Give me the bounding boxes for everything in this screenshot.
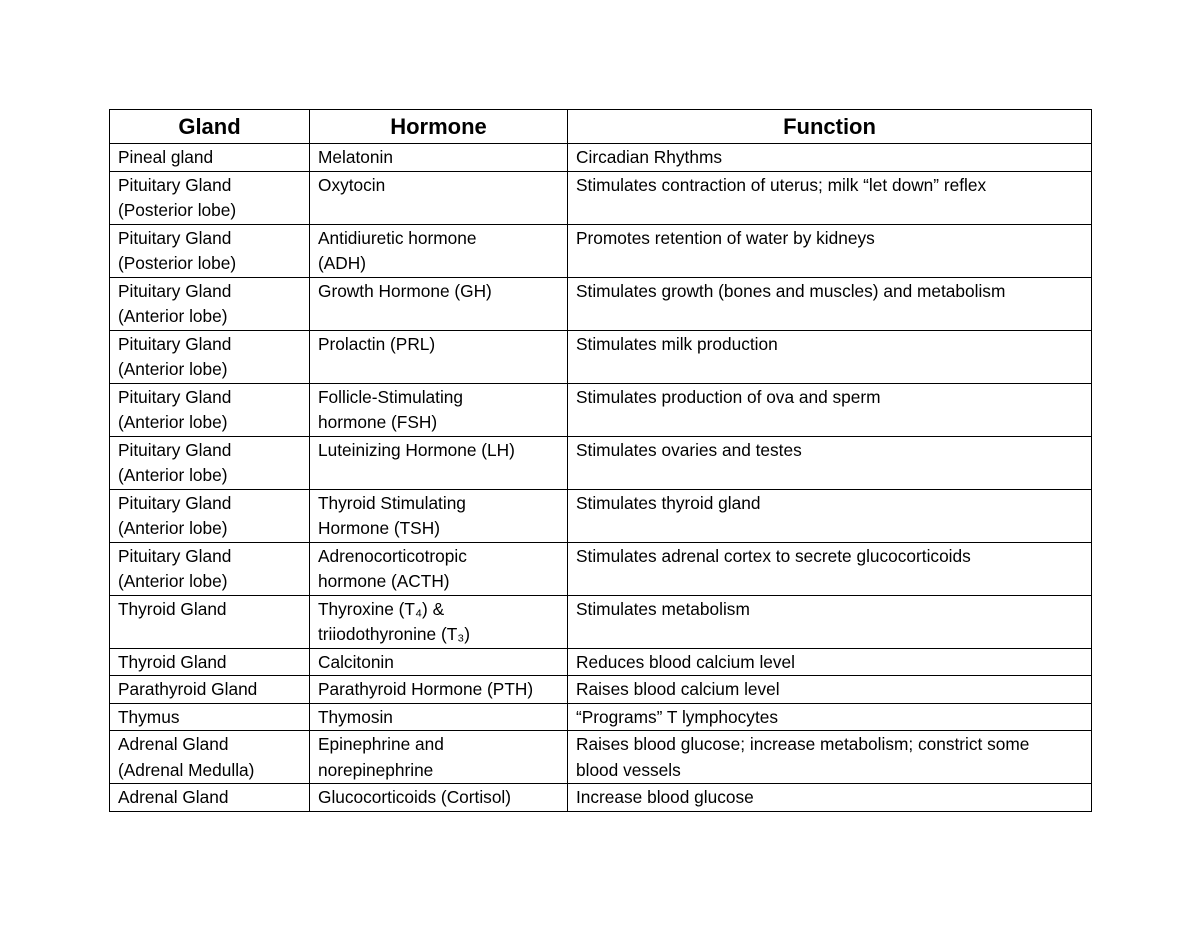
function-cell xyxy=(568,703,1092,731)
cell-text: Reduces blood calcium level xyxy=(576,651,796,672)
table-row xyxy=(110,383,1092,436)
cell-text: Follicle-Stimulating hormone (FSH) xyxy=(318,386,464,432)
function-cell xyxy=(568,489,1092,542)
cell-text: Circadian Rhythms xyxy=(576,147,722,167)
cell-text: Pituitary Gland (Anterior lobe) xyxy=(118,492,232,538)
cell-text: Stimulates growth (bones and muscles) and metabolism xyxy=(576,280,1006,301)
cell-text: Antidiuretic hormone (ADH) xyxy=(318,227,477,273)
hormone-table xyxy=(109,109,1092,812)
table-row xyxy=(110,144,1092,172)
hormone-cell xyxy=(310,648,568,676)
function-cell xyxy=(568,277,1092,330)
function-cell xyxy=(568,731,1092,784)
gland-cell xyxy=(110,595,310,648)
table-row xyxy=(110,224,1092,277)
hormone-cell xyxy=(310,436,568,489)
hormone-cell xyxy=(310,383,568,436)
function-cell xyxy=(568,330,1092,383)
gland-cell xyxy=(110,703,310,731)
table-row xyxy=(110,676,1092,704)
table-row xyxy=(110,784,1092,812)
hormone-cell xyxy=(310,676,568,704)
cell-text: Prolactin (PRL) xyxy=(318,333,436,354)
table-row xyxy=(110,489,1092,542)
hormone-cell xyxy=(310,144,568,172)
cell-text: Pineal gland xyxy=(118,147,214,167)
cell-text: Pituitary Gland (Anterior lobe) xyxy=(118,545,232,591)
cell-text: Growth Hormone (GH) xyxy=(318,280,492,301)
cell-text: Raises blood calcium level xyxy=(576,679,780,699)
function-cell xyxy=(568,171,1092,224)
cell-text: “Programs” T lymphocytes xyxy=(576,706,778,727)
table-row xyxy=(110,542,1092,595)
cell-text: Pituitary Gland (Posterior lobe) xyxy=(118,174,237,220)
cell-text: Thyroid Stimulating Hormone (TSH) xyxy=(318,492,466,538)
cell-text: Stimulates metabolism xyxy=(576,598,750,619)
function-cell xyxy=(568,542,1092,595)
function-cell xyxy=(568,784,1092,812)
cell-text: Adrenal Gland xyxy=(118,787,229,807)
gland-cell xyxy=(110,436,310,489)
cell-text: Increase blood glucose xyxy=(576,787,754,807)
gland-cell xyxy=(110,542,310,595)
function-cell xyxy=(568,648,1092,676)
column-header-hormone: Hormone xyxy=(310,110,568,144)
gland-cell xyxy=(110,277,310,330)
function-cell xyxy=(568,595,1092,648)
function-cell xyxy=(568,436,1092,489)
hormone-cell xyxy=(310,489,568,542)
table-row xyxy=(110,703,1092,731)
cell-text: Adrenal Gland (Adrenal Medulla) xyxy=(118,734,255,780)
gland-cell xyxy=(110,676,310,704)
table-row xyxy=(110,277,1092,330)
gland-cell xyxy=(110,224,310,277)
cell-text: Adrenocorticotropic hormone (ACTH) xyxy=(318,545,467,591)
cell-text: Pituitary Gland (Anterior lobe) xyxy=(118,280,232,326)
cell-text: Thyroxine (T₄) & triiodothyronine (T₃) xyxy=(318,598,471,644)
hormone-cell xyxy=(310,595,568,648)
function-cell xyxy=(568,676,1092,704)
table-row xyxy=(110,731,1092,784)
hormone-cell xyxy=(310,171,568,224)
cell-text: Stimulates milk production xyxy=(576,333,778,354)
gland-cell xyxy=(110,383,310,436)
cell-text: Parathyroid Hormone (PTH) xyxy=(318,679,534,699)
cell-text: Thymosin xyxy=(318,706,393,727)
function-cell xyxy=(568,144,1092,172)
gland-cell xyxy=(110,330,310,383)
table-row xyxy=(110,330,1092,383)
gland-cell xyxy=(110,144,310,172)
cell-text: Pituitary Gland (Anterior lobe) xyxy=(118,439,232,485)
cell-text: Pituitary Gland (Posterior lobe) xyxy=(118,227,237,273)
table-row xyxy=(110,436,1092,489)
gland-cell xyxy=(110,489,310,542)
table-body xyxy=(110,144,1092,812)
gland-cell xyxy=(110,171,310,224)
cell-text: Thyroid Gland xyxy=(118,651,227,672)
table-row xyxy=(110,648,1092,676)
cell-text: Thyroid Gland xyxy=(118,598,227,619)
function-cell xyxy=(568,224,1092,277)
cell-text: Pituitary Gland (Anterior lobe) xyxy=(118,386,232,432)
cell-text: Stimulates production of ova and sperm xyxy=(576,386,881,407)
cell-text: Oxytocin xyxy=(318,174,386,195)
hormone-cell xyxy=(310,703,568,731)
cell-text: Melatonin xyxy=(318,147,393,167)
column-header-function: Function xyxy=(568,110,1092,144)
cell-text: Pituitary Gland (Anterior lobe) xyxy=(118,333,232,379)
cell-text: Parathyroid Gland xyxy=(118,679,258,699)
cell-text: Thymus xyxy=(118,706,180,727)
table-row xyxy=(110,595,1092,648)
cell-text: Stimulates adrenal cortex to secrete glucocorticoids xyxy=(576,545,971,566)
hormone-cell xyxy=(310,277,568,330)
hormone-cell xyxy=(310,731,568,784)
function-cell xyxy=(568,383,1092,436)
gland-cell xyxy=(110,784,310,812)
gland-cell xyxy=(110,648,310,676)
hormone-cell xyxy=(310,542,568,595)
table-row xyxy=(110,171,1092,224)
table-header-row xyxy=(110,110,1092,144)
cell-text: Calcitonin xyxy=(318,651,394,672)
hormone-cell xyxy=(310,330,568,383)
cell-text: Stimulates thyroid gland xyxy=(576,492,761,513)
cell-text: Stimulates ovaries and testes xyxy=(576,439,802,460)
cell-text: Luteinizing Hormone (LH) xyxy=(318,439,515,460)
cell-text: Epinephrine and norepinephrine xyxy=(318,734,444,780)
column-header-gland: Gland xyxy=(110,110,310,144)
hormone-cell xyxy=(310,224,568,277)
hormone-cell xyxy=(310,784,568,812)
cell-text: Raises blood glucose; increase metabolism; constrict some blood vessels xyxy=(576,734,1030,780)
cell-text: Stimulates contraction of uterus; milk “let down” reflex xyxy=(576,174,987,195)
gland-cell xyxy=(110,731,310,784)
cell-text: Glucocorticoids (Cortisol) xyxy=(318,787,512,807)
cell-text: Promotes retention of water by kidneys xyxy=(576,227,875,248)
